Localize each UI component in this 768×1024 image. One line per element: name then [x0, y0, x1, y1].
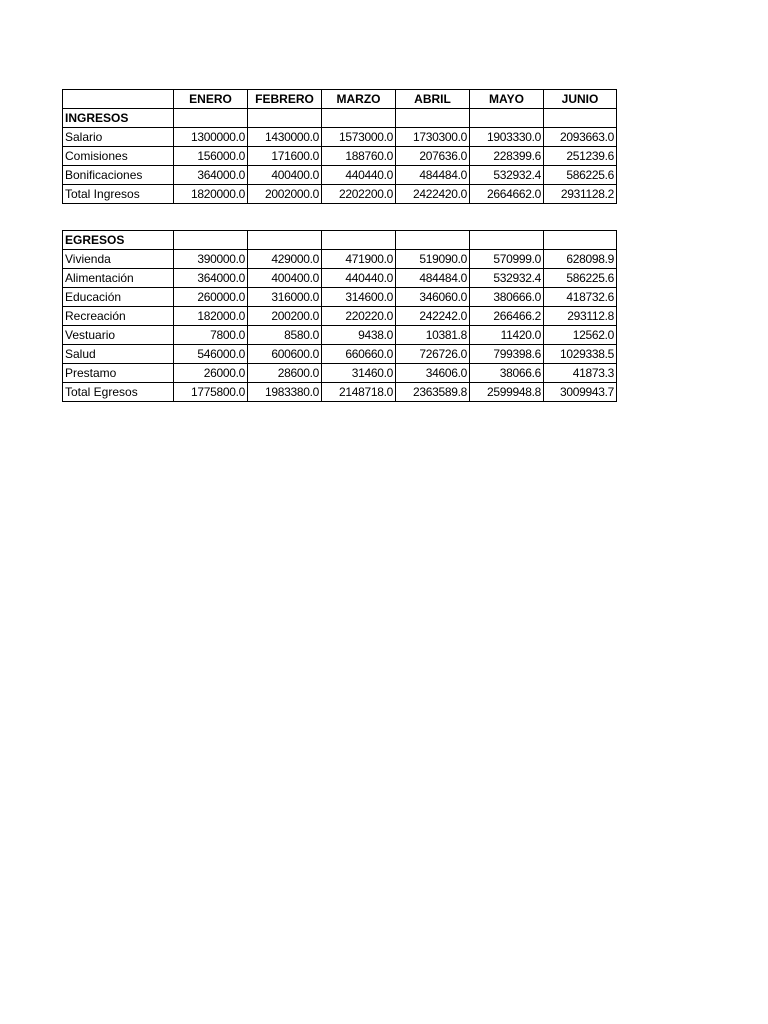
row-label[interactable]: Total Egresos: [63, 383, 174, 402]
empty-cell[interactable]: [248, 231, 322, 250]
empty-cell[interactable]: [470, 109, 544, 128]
row-label[interactable]: Vestuario: [63, 326, 174, 345]
table-row-educacion: [63, 288, 617, 307]
value-cell[interactable]: 11420.0: [470, 326, 544, 345]
value-cell[interactable]: 390000.0: [174, 250, 248, 269]
value-cell[interactable]: 2599948.8: [470, 383, 544, 402]
table-row-recreacion: [63, 307, 617, 326]
row-label[interactable]: Vivienda: [63, 250, 174, 269]
empty-cell[interactable]: [174, 109, 248, 128]
value-cell[interactable]: 7800.0: [174, 326, 248, 345]
table-row-prestamo: [63, 364, 617, 383]
value-cell[interactable]: 570999.0: [470, 250, 544, 269]
value-cell[interactable]: 346060.0: [396, 288, 470, 307]
value-cell[interactable]: 1820000.0: [174, 185, 248, 204]
value-cell[interactable]: 1430000.0: [248, 128, 322, 147]
row-label[interactable]: Salud: [63, 345, 174, 364]
table-row-vivienda: [63, 250, 617, 269]
value-cell[interactable]: 418732.6: [544, 288, 617, 307]
value-cell[interactable]: 1573000.0: [322, 128, 396, 147]
value-cell[interactable]: 1730300.0: [396, 128, 470, 147]
empty-cell[interactable]: [396, 231, 470, 250]
value-cell[interactable]: 440440.0: [322, 166, 396, 185]
empty-cell[interactable]: [396, 109, 470, 128]
value-cell[interactable]: 440440.0: [322, 269, 396, 288]
month-header-abril[interactable]: ABRIL: [396, 90, 470, 109]
value-cell[interactable]: 293112.8: [544, 307, 617, 326]
table-row-salud: [63, 345, 617, 364]
value-cell[interactable]: 586225.6: [544, 166, 617, 185]
value-cell[interactable]: 1903330.0: [470, 128, 544, 147]
value-cell[interactable]: 12562.0: [544, 326, 617, 345]
value-cell[interactable]: 519090.0: [396, 250, 470, 269]
value-cell[interactable]: 2422420.0: [396, 185, 470, 204]
header-corner-cell[interactable]: [63, 90, 174, 109]
month-header-marzo[interactable]: MARZO: [322, 90, 396, 109]
empty-cell[interactable]: [470, 231, 544, 250]
row-label[interactable]: Bonificaciones: [63, 166, 174, 185]
value-cell[interactable]: 2363589.8: [396, 383, 470, 402]
value-cell[interactable]: 207636.0: [396, 147, 470, 166]
value-cell[interactable]: 2202200.0: [322, 185, 396, 204]
table-row-alimentacion: [63, 269, 617, 288]
value-cell[interactable]: 2093663.0: [544, 128, 617, 147]
value-cell[interactable]: 628098.9: [544, 250, 617, 269]
value-cell[interactable]: 532932.4: [470, 269, 544, 288]
row-label[interactable]: Total Ingresos: [63, 185, 174, 204]
row-label[interactable]: Prestamo: [63, 364, 174, 383]
value-cell[interactable]: 242242.0: [396, 307, 470, 326]
value-cell[interactable]: 28600.0: [248, 364, 322, 383]
egresos-section-row: [63, 231, 617, 250]
month-header-mayo[interactable]: MAYO: [470, 90, 544, 109]
value-cell[interactable]: 260000.0: [174, 288, 248, 307]
value-cell[interactable]: 200200.0: [248, 307, 322, 326]
ingresos-section-row: [63, 109, 617, 128]
value-cell[interactable]: 726726.0: [396, 345, 470, 364]
empty-cell[interactable]: [322, 109, 396, 128]
value-cell[interactable]: 314600.0: [322, 288, 396, 307]
value-cell[interactable]: 660660.0: [322, 345, 396, 364]
month-header-enero[interactable]: ENERO: [174, 90, 248, 109]
value-cell[interactable]: 380666.0: [470, 288, 544, 307]
value-cell[interactable]: 1775800.0: [174, 383, 248, 402]
value-cell[interactable]: 484484.0: [396, 269, 470, 288]
value-cell[interactable]: 2931128.2: [544, 185, 617, 204]
month-header-junio[interactable]: JUNIO: [544, 90, 617, 109]
table-row-vestuario: [63, 326, 617, 345]
value-cell[interactable]: 316000.0: [248, 288, 322, 307]
value-cell[interactable]: 31460.0: [322, 364, 396, 383]
value-cell[interactable]: 429000.0: [248, 250, 322, 269]
table-row-total-egresos: [63, 383, 617, 402]
value-cell[interactable]: 1983380.0: [248, 383, 322, 402]
value-cell[interactable]: 400400.0: [248, 166, 322, 185]
value-cell[interactable]: 9438.0: [322, 326, 396, 345]
value-cell[interactable]: 364000.0: [174, 269, 248, 288]
value-cell[interactable]: 400400.0: [248, 269, 322, 288]
empty-cell[interactable]: [174, 231, 248, 250]
value-cell[interactable]: 41873.3: [544, 364, 617, 383]
value-cell[interactable]: 266466.2: [470, 307, 544, 326]
value-cell[interactable]: 471900.0: [322, 250, 396, 269]
value-cell[interactable]: 2148718.0: [322, 383, 396, 402]
value-cell[interactable]: 8580.0: [248, 326, 322, 345]
value-cell[interactable]: 2664662.0: [470, 185, 544, 204]
value-cell[interactable]: 586225.6: [544, 269, 617, 288]
value-cell[interactable]: 182000.0: [174, 307, 248, 326]
empty-cell[interactable]: [544, 231, 617, 250]
empty-cell[interactable]: [322, 231, 396, 250]
month-header-row: [63, 90, 617, 109]
empty-cell[interactable]: [544, 109, 617, 128]
egresos-table: [62, 230, 617, 402]
table-row-bonificaciones: [63, 166, 617, 185]
value-cell[interactable]: 38066.6: [470, 364, 544, 383]
value-cell[interactable]: 1029338.5: [544, 345, 617, 364]
table-row-salario: [63, 128, 617, 147]
row-label[interactable]: Recreación: [63, 307, 174, 326]
value-cell[interactable]: 3009943.7: [544, 383, 617, 402]
value-cell[interactable]: 251239.6: [544, 147, 617, 166]
value-cell[interactable]: 171600.0: [248, 147, 322, 166]
value-cell[interactable]: 156000.0: [174, 147, 248, 166]
row-label[interactable]: Salario: [63, 128, 174, 147]
value-cell[interactable]: 220220.0: [322, 307, 396, 326]
ingresos-table: [62, 89, 617, 204]
value-cell[interactable]: 799398.6: [470, 345, 544, 364]
value-cell[interactable]: 2002000.0: [248, 185, 322, 204]
row-label[interactable]: Educación: [63, 288, 174, 307]
value-cell[interactable]: 364000.0: [174, 166, 248, 185]
value-cell[interactable]: 188760.0: [322, 147, 396, 166]
value-cell[interactable]: 26000.0: [174, 364, 248, 383]
row-label[interactable]: Alimentación: [63, 269, 174, 288]
value-cell[interactable]: 532932.4: [470, 166, 544, 185]
value-cell[interactable]: 546000.0: [174, 345, 248, 364]
value-cell[interactable]: 484484.0: [396, 166, 470, 185]
value-cell[interactable]: 600600.0: [248, 345, 322, 364]
value-cell[interactable]: 34606.0: [396, 364, 470, 383]
value-cell[interactable]: 10381.8: [396, 326, 470, 345]
table-row-total-ingresos: [63, 185, 617, 204]
ingresos-section-label[interactable]: INGRESOS: [63, 109, 174, 128]
value-cell[interactable]: 1300000.0: [174, 128, 248, 147]
row-label[interactable]: Comisiones: [63, 147, 174, 166]
empty-cell[interactable]: [248, 109, 322, 128]
value-cell[interactable]: 228399.6: [470, 147, 544, 166]
egresos-section-label[interactable]: EGRESOS: [63, 231, 174, 250]
month-header-febrero[interactable]: FEBRERO: [248, 90, 322, 109]
table-row-comisiones: [63, 147, 617, 166]
